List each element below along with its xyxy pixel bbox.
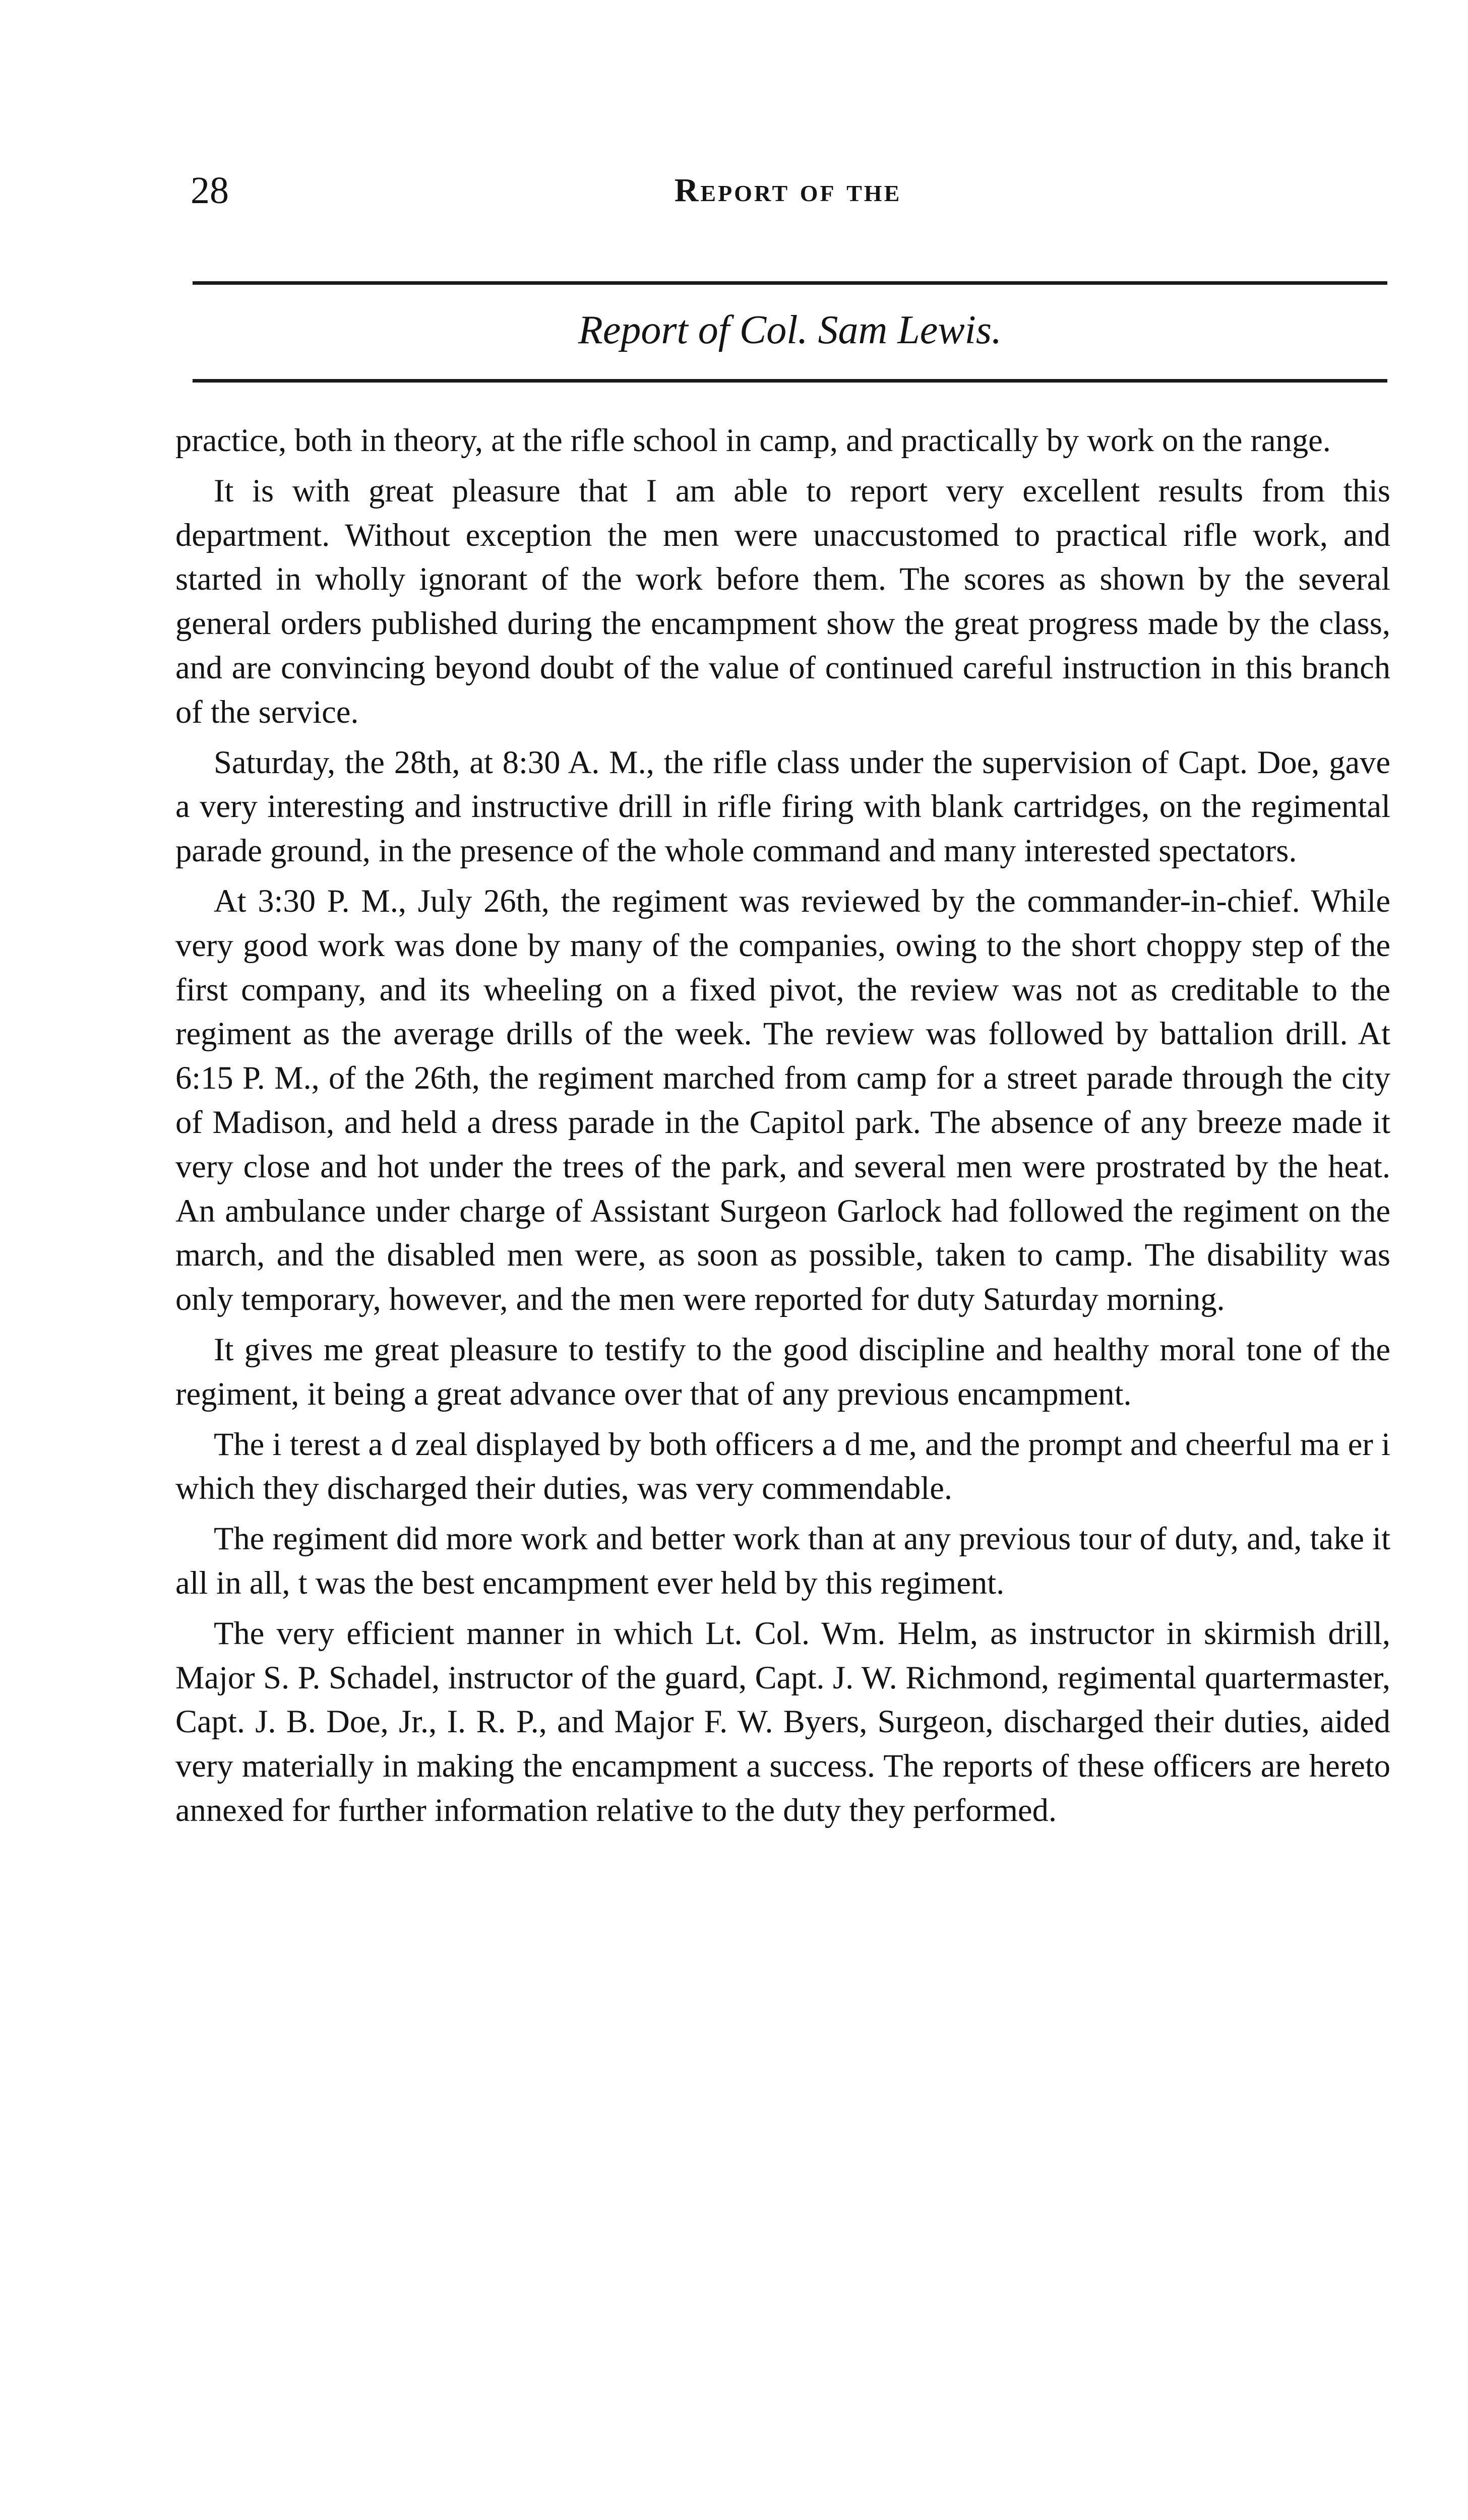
paragraph-best-encampment: The regiment did more work and better work than at any previous tour of duty, and, take it all in all, t was the best encampment ever held by this regiment. [175, 1521, 1390, 1601]
paragraph-officers: The very efficient manner in which Lt. Col. Wm. Helm, as instructor in skirmish drill, Major S. P. Schadel, instructor of the guard, Capt. J. W. Richmond, regimental quartermaster, Capt. J. B. Doe, Jr., I. R. P., and Major F. W. Byers, Surgeon, discharged their duties, aided very materially in making the encampment a success. The reports of these officers are hereto annexed for further information relative to the duty they performed. [175, 1615, 1390, 1828]
paragraph-rifle-results: It is with great pleasure that I am able to report very excellent results from this department. Without exception the men were unaccustomed to practical rifle work, and started in wholly ignorant of the work before them. The scores as shown by the several general orders published during the encampment show the great progress made by the class, and are convincing beyond doubt of the value of continued careful instruction in this branch of the service. [175, 472, 1390, 730]
paragraph-zeal: The i terest a d zeal displayed by both officers a d me, and the prompt and cheerful ma er i which they discharged their duties, was very commendable. [175, 1426, 1390, 1506]
running-title: Report of the [674, 172, 902, 209]
paragraph-continuation: practice, both in theory, at the rifle school in camp, and practically by work on the range. [175, 422, 1331, 458]
top-rule [193, 281, 1387, 285]
bottom-rule [193, 379, 1387, 383]
paragraph-review-parade: At 3:30 P. M., July 26th, the regiment was reviewed by the commander-in-chief. While very good work was done by many of the companies, owing to the short choppy step of the first company, and its wheeling on a fixed pivot, the review was not as creditable to the regiment as the average drills of the week. The review was followed by battalion drill. At 6:15 P. M., of the 26th, the regiment marched from camp for a street parade through the city of Madison, and held a dress parade in the Capitol park. The absence of any breeze made it very close and hot under the trees of the park, and several men were prostrated by the heat. An ambulance under charge of Assistant Surgeon Garlock had followed the regiment on the march, and the disabled men were, as soon as possible, taken to camp. The disability was only temporary, however, and the men were reported for duty Saturday morning. [175, 883, 1390, 1317]
running-header [191, 160, 1385, 221]
page-number: 28 [191, 169, 229, 212]
paragraph-discipline: It gives me great pleasure to testify to the good discipline and healthy moral tone of the regiment, it being a great advance over that of any previous encampment. [175, 1331, 1390, 1412]
section-title: Report of Col. Sam Lewis. [578, 308, 1002, 352]
body-text [175, 418, 1390, 1833]
paragraph-rifle-drill: Saturday, the 28th, at 8:30 A. M., the rifle class under the supervision of Capt. Doe, gave a very interesting and instructive drill in rifle firing with blank cartridges, on the regimental parade ground, in the presence of the whole command and many interested spectators. [175, 744, 1390, 869]
